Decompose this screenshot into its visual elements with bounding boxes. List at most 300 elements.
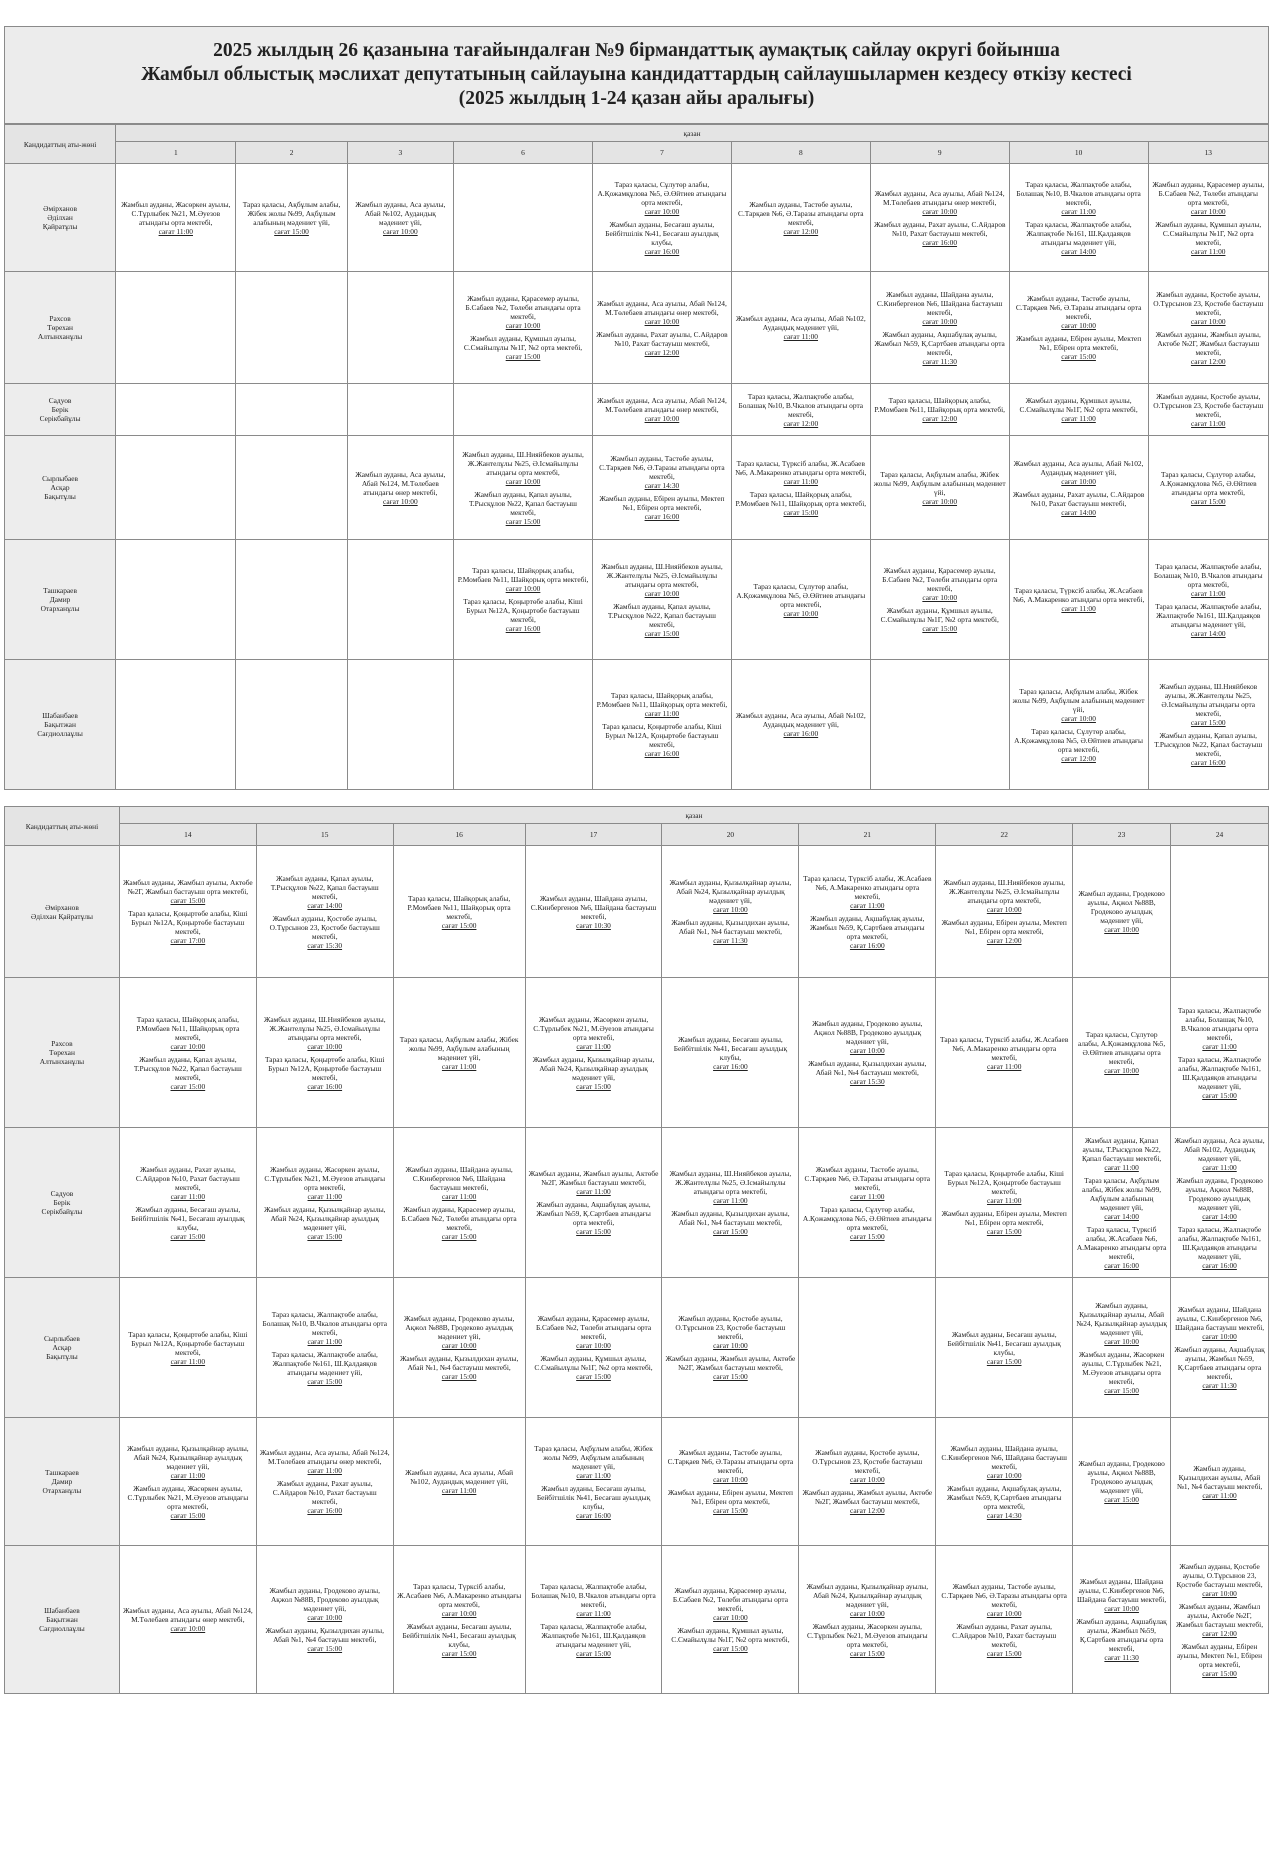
meeting-entry <box>529 1582 659 1618</box>
meeting-entry <box>123 1606 253 1633</box>
meeting-address: Тараз қаласы, Түрксіб алабы, Ж.Асабаев №6, А.Макаренко атындағы орта мектебі, <box>940 1034 1069 1062</box>
meeting-address: Тараз қаласы, Шайқорық алабы, Р.Момбаев №11, Шайқорық орта мектебі, <box>407 893 511 921</box>
meeting-address: Жамбыл ауданы, Аса ауылы, Абай №124, М.Төлебаев атындағы өнер мектебі, <box>355 469 446 497</box>
meeting-time: сағат 10:00 <box>441 1341 477 1350</box>
meeting-time: сағат 10:00 <box>1061 476 1096 486</box>
meeting-time: сағат 10:00 <box>713 905 748 914</box>
meeting-address: Жамбыл ауданы, Қостөбе ауылы, О.Тұрсынов 23, Қостөбе бастауыш мектебі, <box>812 1448 923 1475</box>
schedule-cell <box>870 384 1009 436</box>
meeting-address: Тараз қаласы, Шайқорық алабы, Р.Момбаев №11, Шайқорық орта мектебі, <box>735 489 867 508</box>
meeting-time: сағат 16:00 <box>849 940 885 950</box>
meeting-time: сағат 15:30 <box>849 1077 885 1086</box>
meeting-entry <box>123 1330 253 1366</box>
meeting-time: сағат 11:00 <box>307 1336 342 1346</box>
meeting-address: Тараз қаласы, Жалпақтөбе алабы, Жалпақтөбе №161, Ш.Қалдаяқов атындағы мәдениет үйі, <box>1025 219 1132 247</box>
table-row <box>5 384 1269 436</box>
meeting-address: Жамбыл ауданы, Қызылқайнар ауылы, Абай №24, Қызылқайнар ауылдық мәдениет үйі, <box>532 1054 655 1082</box>
meeting-entry <box>802 874 932 910</box>
meeting-time: сағат 10:00 <box>170 1624 206 1633</box>
meeting-time: сағат 14:30 <box>986 1510 1022 1520</box>
candidate-name <box>5 1546 120 1694</box>
meeting-time: сағат 10:00 <box>644 316 680 326</box>
meeting-address: Жамбыл ауданы, Шайдана ауылы, С.Кинбергенов №6, Шайдана бастауыш мектебі, <box>876 289 1003 317</box>
meeting-time: сағат 11:00 <box>1104 1162 1139 1172</box>
meeting-entry <box>529 894 659 930</box>
meeting-entry <box>351 470 450 506</box>
meeting-time: сағат 10:00 <box>576 1341 611 1350</box>
meeting-time: сағат 11:00 <box>307 1466 342 1475</box>
schedule-cell <box>116 272 236 384</box>
meeting-entry <box>529 1169 659 1196</box>
day-header: 23 <box>1073 824 1171 846</box>
schedule-cell <box>870 540 1009 660</box>
candidate-name-part: Әділхан Қайратұлы <box>30 911 93 921</box>
meeting-entry <box>874 189 1006 216</box>
meeting-address: Жамбыл ауданы, Ақшабұлақ ауылы, Жамбыл №59, Қ.Сартбаев атындағы орта мектебі, <box>1174 1345 1265 1381</box>
schedule-cell <box>236 384 347 436</box>
day-header: 1 <box>116 142 236 164</box>
schedule-cell <box>1171 1128 1269 1278</box>
candidate-name <box>5 660 116 790</box>
meeting-entry <box>939 878 1069 914</box>
meeting-time: сағат 14:30 <box>644 481 680 490</box>
schedule-cell <box>256 978 393 1128</box>
meeting-address: Тараз қаласы, Қоңыртөбе алабы, Кіші Бурыл №12А, Қоңыртөбе бастауыш мектебі, <box>128 1329 248 1357</box>
candidate-name-part: Төрехан <box>48 1048 75 1057</box>
meeting-entry <box>1013 727 1145 763</box>
meeting-address: Жамбыл ауданы, Жамбыл ауылы, Актөбе №2Г, Жамбыл бастауыш мектебі, <box>528 1169 659 1187</box>
meeting-time: сағат 15:00 <box>713 1372 748 1381</box>
candidate-name <box>5 436 116 540</box>
schedule-cell <box>1171 1546 1269 1694</box>
meeting-time: сағат 16:00 <box>1104 1260 1139 1270</box>
meeting-entry <box>1076 1225 1167 1270</box>
candidate-name-part: Шабанбаев <box>44 1606 80 1615</box>
meeting-time: сағат 10:00 <box>382 226 418 236</box>
meeting-time: сағат 15:00 <box>713 1506 748 1515</box>
meeting-entry <box>802 1488 932 1515</box>
candidate-name-part: Әмірханов <box>43 204 77 213</box>
meeting-entry <box>1013 459 1145 486</box>
meeting-time: сағат 15:30 <box>307 940 343 950</box>
candidate-name-part: Әділхан <box>47 213 73 222</box>
table-gap <box>4 790 1269 806</box>
meeting-time: сағат 10:00 <box>382 496 418 506</box>
schedule-cell <box>1148 272 1268 384</box>
meeting-address: Жамбыл ауданы, Аса ауылы, Абай №124, М.Төлебаев атындағы өнер мектебі, <box>874 188 1005 207</box>
meeting-time: сағат 14:00 <box>307 900 343 910</box>
meeting-time: сағат 10:00 <box>1104 1336 1139 1346</box>
meeting-entry <box>260 1448 390 1475</box>
meeting-entry <box>735 459 867 486</box>
meeting-address: Жамбыл ауданы, Құмшыл ауылы, С.Смайылұлы №1Г, №2 орта мектебі, <box>880 606 999 624</box>
meeting-address: Тараз қаласы, Қоңыртөбе алабы, Кіші Бурыл №12А, Қоңыртөбе бастауыш мектебі, <box>463 597 583 624</box>
meeting-entry <box>665 1314 795 1350</box>
meeting-entry <box>735 392 867 428</box>
meeting-time: сағат 11:00 <box>441 1486 477 1495</box>
meeting-time: сағат 11:00 <box>576 1041 611 1051</box>
schedule-cell <box>236 436 347 540</box>
meeting-time: сағат 11:00 <box>576 1187 611 1196</box>
meeting-entry <box>457 334 589 361</box>
meeting-entry <box>802 1059 932 1086</box>
meeting-address: Жамбыл ауданы, Қызылдихан ауылы, Абай №1, №4 бастауыш мектебі, <box>671 1209 790 1227</box>
meeting-address: Жамбыл ауданы, Рахат ауылы, С.Айдаров №10, Рахат бастауыш мектебі, <box>1012 489 1145 508</box>
schedule-cell <box>592 272 731 384</box>
schedule-cell <box>731 660 870 790</box>
schedule-cell <box>525 1128 662 1278</box>
meeting-time: сағат 11:00 <box>170 1470 206 1480</box>
candidate-name-part: Алтынханұлы <box>39 1057 85 1066</box>
meeting-address: Жамбыл ауданы, Гродеково ауылы, Ақжол №88В, Гродеково ауылдық мәдениет үйі, <box>1176 1175 1263 1212</box>
meeting-entry <box>802 1019 932 1055</box>
day-header: 16 <box>393 824 525 846</box>
meeting-entry <box>1174 1176 1265 1221</box>
meeting-entry <box>260 1165 390 1201</box>
meeting-entry <box>529 1055 659 1091</box>
schedule-cell <box>236 660 347 790</box>
meeting-address: Жамбыл ауданы, Аса ауылы, Абай №124, М.Төлебаев атындағы өнер мектебі, <box>122 1606 253 1624</box>
candidate-name-part: Сағдиоллаұлы <box>39 1624 85 1633</box>
meeting-entry <box>1152 602 1265 638</box>
meeting-address: Жамбыл ауданы, Гродеково ауылы, Ақжол №88В, Гродеково ауылдық мәдениет үйі, <box>1078 889 1165 925</box>
day-header: 10 <box>1009 142 1148 164</box>
candidate-name-part: Бақытжан <box>44 720 76 729</box>
candidate-name-part: Дамир <box>49 595 71 604</box>
schedule-cell <box>393 846 525 978</box>
schedule-cell <box>1171 1278 1269 1418</box>
meeting-entry <box>665 1488 795 1515</box>
schedule-cell <box>454 436 593 540</box>
meeting-entry <box>665 1035 795 1071</box>
table-row <box>5 436 1269 540</box>
meeting-entry <box>665 878 795 914</box>
meeting-time: сағат 15:00 <box>441 1648 477 1658</box>
schedule-cell <box>393 1418 525 1546</box>
meeting-time: сағат 11:30 <box>713 936 748 945</box>
meeting-address: Жамбыл ауданы, Қызылқайнар ауылы, Абай №24, Қызылқайнар ауылдық мәдениет үйі, <box>806 1581 929 1609</box>
meeting-time: сағат 10:00 <box>922 316 958 326</box>
meeting-address: Жамбыл ауданы, Қарасемер ауылы, Б.Сабаев №2, Төлеби атындағы орта мектебі, <box>882 566 998 593</box>
meeting-time: сағат 10:00 <box>849 1046 885 1055</box>
meeting-entry <box>1013 180 1145 216</box>
meeting-time: сағат 12:00 <box>1202 1628 1237 1638</box>
title-line-2: Жамбыл облыстық мәслихат депутатының сайлауына кандидаттардың сайлаушылармен кездесу өткізу кестесі <box>141 64 1132 85</box>
schedule-cell <box>1148 436 1268 540</box>
meeting-address: Тараз қаласы, Қоңыртөбе алабы, Кіші Бурыл №12А, Қоңыртөбе бастауыш мектебі, <box>602 722 722 749</box>
schedule-cell <box>116 660 236 790</box>
meeting-time: сағат 11:30 <box>1202 1381 1237 1390</box>
schedule-sheet <box>4 26 1269 1694</box>
meeting-address: Тараз қаласы, Жалпақтөбе алабы, Болашақ №10, В.Чкалов атындағы орта мектебі, <box>531 1581 656 1609</box>
schedule-cell <box>1148 384 1268 436</box>
meeting-entry <box>1174 1464 1265 1500</box>
meeting-entry <box>665 1209 795 1236</box>
schedule-cell <box>393 1278 525 1418</box>
meeting-entry <box>260 1055 390 1091</box>
meeting-address: Тараз қаласы, Сұлутөр алабы, А.Қожамқұлова №5, Ә.Өйтиев атындағы орта мектебі, <box>597 179 727 207</box>
meeting-address: Тараз қаласы, Жалпақтөбе алабы, Жалпақтөбе №161, Ш.Қалдаяқов атындағы мәдениет үйі, <box>1155 601 1262 629</box>
meeting-entry <box>123 909 253 945</box>
meeting-address: Тараз қаласы, Түрксіб алабы, Ж.Асабаев №6, А.Макаренко атындағы орта мектебі, <box>397 1581 522 1609</box>
schedule-cell <box>731 164 870 272</box>
title-line-1: 2025 жылдың 26 қазанына тағайындалған №9 бірмандаттық аумақтық сайлау округі бойынша <box>213 40 1060 61</box>
schedule-cell <box>236 540 347 660</box>
meeting-address: Жамбыл ауданы, Шайдана ауылы, С.Кинбергенов №6, Шайдана бастауыш мектебі, <box>530 893 657 921</box>
schedule-cell <box>1009 540 1148 660</box>
meeting-entry <box>596 396 728 423</box>
meeting-address: Жамбыл ауданы, Гродеково ауылы, Ақжол №88В, Гродеково ауылдық мәдениет үйі, <box>269 1586 380 1613</box>
schedule-cell <box>870 164 1009 272</box>
meeting-address: Жамбыл ауданы, Гродеково ауылы, Ақжол №88В, Гродеково ауылдық мәдениет үйі, <box>403 1314 515 1341</box>
schedule-cell <box>525 1278 662 1418</box>
candidate-name <box>5 272 116 384</box>
meeting-address: Жамбыл ауданы, Қызылқайнар ауылы, Абай №24, Қызылқайнар ауылдық мәдениет үйі, <box>127 1443 249 1471</box>
meeting-time: сағат 10:00 <box>986 905 1022 914</box>
meeting-entry <box>596 330 728 357</box>
schedule-cell <box>393 978 525 1128</box>
meeting-time: сағат 11:00 <box>576 1608 611 1618</box>
schedule-cell <box>1171 1418 1269 1546</box>
meeting-address: Жамбыл ауданы, Қостөбе ауылы, О.Тұрсынов 23, Қостөбе бастауыш мектебі, <box>269 913 380 941</box>
document-title <box>4 26 1269 124</box>
meeting-entry <box>939 1444 1069 1480</box>
meeting-time: сағат 10:00 <box>1061 321 1096 330</box>
meeting-time: сағат 16:00 <box>922 237 958 247</box>
meeting-time: сағат 10:00 <box>644 206 680 216</box>
schedule-cell <box>256 1418 393 1546</box>
meeting-entry <box>1174 1345 1265 1390</box>
meeting-time: сағат 12:00 <box>644 347 680 357</box>
schedule-cell <box>1073 1278 1171 1418</box>
meeting-address: Жамбыл ауданы, Шайдана ауылы, С.Кинбергенов №6, Шайдана бастауыш мектебі, <box>1077 1577 1167 1604</box>
schedule-cell <box>525 846 662 978</box>
meeting-entry <box>397 1314 522 1350</box>
meeting-address: Жамбыл ауданы, Ш.Нияйбеков ауылы, Ж.Жантелұлы №25, Ә.Ісмайылұлы атындағы орта мектебі, <box>263 1014 386 1042</box>
meeting-address: Жамбыл ауданы, Тастөбе ауылы, С.Тарқаев №6, Ә.Таразы атындағы орта мектебі, <box>599 454 725 481</box>
meeting-entry <box>802 1165 932 1201</box>
table-row <box>5 1418 1269 1546</box>
meeting-time: сағат 11:00 <box>441 1061 477 1071</box>
meeting-address: Жамбыл ауданы, Жамбыл ауылы, Актөбе №2Г, Жамбыл бастауыш мектебі, <box>665 1354 796 1372</box>
schedule-cell <box>662 846 799 978</box>
meeting-address: Тараз қаласы, Жалпақтөбе алабы, Болашақ №10, В.Чкалов атындағы орта мектебі, <box>1177 1005 1262 1042</box>
day-header: 3 <box>347 142 453 164</box>
schedule-cell <box>1009 164 1148 272</box>
meeting-entry <box>939 1209 1069 1236</box>
meeting-entry <box>596 299 728 326</box>
meeting-address: Тараз қаласы, Қоңыртөбе алабы, Кіші Бурыл №12А, Қоңыртөбе бастауыш мектебі, <box>264 1054 385 1082</box>
meeting-time: сағат 11:00 <box>1061 206 1096 216</box>
meeting-time: сағат 11:00 <box>850 1191 885 1201</box>
meeting-time: сағат 10:00 <box>307 1041 343 1051</box>
meeting-address: Жамбыл ауданы, Гродеково ауылы, Ақжол №88В, Гродеково ауылдық мәдениет үйі, <box>812 1019 923 1046</box>
meeting-entry <box>1076 1136 1167 1172</box>
meeting-time: сағат 15:00 <box>1104 1495 1139 1504</box>
meeting-entry <box>596 722 728 758</box>
meeting-time: сағат 10:00 <box>783 608 819 618</box>
meeting-entry <box>397 1165 522 1201</box>
schedule-cell <box>454 164 593 272</box>
meeting-entry <box>874 396 1006 423</box>
meeting-address: Жамбыл ауданы, Бесағаш ауылы, Бейбітшілік №41, Бесағаш ауылдық клубы, <box>673 1034 788 1062</box>
meeting-address: Жамбыл ауданы, Жамбыл ауылы, Актөбе №2Г, Жамбыл бастауыш орта мектебі, <box>122 878 253 896</box>
meeting-entry <box>1152 290 1265 326</box>
schedule-cell <box>1073 978 1171 1128</box>
meeting-entry <box>457 490 589 526</box>
meeting-address: Жамбыл ауданы, Құмшыл ауылы, С.Смайылұлы №1Г, №2 орта мектебі, <box>534 1354 653 1372</box>
meeting-time: сағат 10:00 <box>1104 925 1139 934</box>
meeting-address: Жамбыл ауданы, Аса ауылы, Абай №102, Аудандық мәдениет үйі, <box>735 314 866 332</box>
meeting-address: Тараз қаласы, Жалпақтөбе алабы, Жалпақтөбе №161, Ш.Қалдаяқов атындағы мәдениет үйі, <box>1177 1054 1262 1091</box>
meeting-address: Тараз қаласы, Шайқорық алабы, Р.Момбаев №11, Шайқорық орта мектебі, <box>596 691 728 709</box>
meeting-address: Тараз қаласы, Сұлутөр алабы, А.Қожамқұлова №5, Ә.Өйтиев атындағы орта мектебі, <box>1159 469 1257 497</box>
schedule-cell <box>799 978 936 1128</box>
meeting-time: сағат 14:00 <box>1190 628 1226 638</box>
meeting-time: сағат 14:00 <box>1202 1211 1237 1221</box>
meeting-time: сағат 15:00 <box>986 1356 1022 1366</box>
meeting-time: сағат 11:00 <box>1191 588 1226 598</box>
meeting-time: сағат 15:00 <box>922 624 958 633</box>
meeting-entry <box>939 1484 1069 1520</box>
meeting-time: сағат 15:00 <box>505 516 541 526</box>
schedule-cell <box>347 540 453 660</box>
meeting-entry <box>939 1622 1069 1658</box>
meeting-address: Жамбыл ауданы, Тастөбе ауылы, С.Тарқаев №6, Ә.Таразы атындағы орта мектебі, <box>1015 294 1142 321</box>
meeting-address: Жамбыл ауданы, Тастөбе ауылы, С.Тарқаев №6, Ә.Таразы атындағы орта мектебі, <box>941 1581 1067 1609</box>
meeting-address: Жамбыл ауданы, Қапал ауылы, Т.Рысқұлов №22, Қапал бастауыш мектебі, <box>270 873 379 901</box>
schedule-cell <box>870 436 1009 540</box>
meeting-address: Жамбыл ауданы, Жамбыл ауылы, Актөбе №2Г, Жамбыл бастауыш мектебі, <box>1155 329 1261 357</box>
meeting-address: Тараз қаласы, Ақбұлым алабы, Жібек жолы №99, Ақбұлым алабының мәдениет үйі, <box>1082 1175 1162 1212</box>
candidate-name-part: Берік <box>53 1198 71 1207</box>
meeting-time: сағат 15:00 <box>1202 1668 1237 1678</box>
meeting-time: сағат 12:00 <box>1061 753 1096 763</box>
meeting-address: Жамбыл ауданы, Аса ауылы, Абай №102, Аудандық мәдениет үйі, <box>1013 458 1144 477</box>
meeting-address: Жамбыл ауданы, Қарасемер ауылы, Б.Сабаев №2, Төлеби атындағы орта мектебі, <box>672 1586 788 1613</box>
meeting-entry <box>1013 220 1145 256</box>
table-row <box>5 164 1269 272</box>
meeting-entry <box>1076 1459 1167 1504</box>
meeting-time: сағат 15:00 <box>713 1644 748 1653</box>
meeting-entry <box>529 1484 659 1520</box>
meeting-entry <box>939 1169 1069 1205</box>
meeting-address: Тараз қаласы, Жалпақтөбе алабы, Болашақ №10, В.Чкалов атындағы орта мектебі, <box>738 391 864 419</box>
schedule-cell <box>1148 164 1268 272</box>
schedule-cell <box>662 1418 799 1546</box>
table-row <box>5 1546 1269 1694</box>
meeting-time: сағат 16:00 <box>644 246 680 256</box>
day-header: 2 <box>236 142 347 164</box>
meeting-time: сағат 15:00 <box>986 1648 1022 1658</box>
meeting-time: сағат 10:00 <box>1061 713 1096 723</box>
candidate-name-part: Төрехан <box>47 323 74 332</box>
meeting-time: сағат 15:00 <box>1104 1385 1139 1395</box>
meeting-address: Тараз қаласы, Түрксіб алабы, Ж.Асабаев №6, А.Макаренко атындағы орта мектебі, <box>735 458 867 477</box>
meeting-time: сағат 16:00 <box>1202 1260 1237 1270</box>
meeting-time: сағат 17:00 <box>170 936 206 945</box>
meeting-time: сағат 10:00 <box>441 1608 477 1618</box>
meeting-time: сағат 10:00 <box>849 1475 885 1484</box>
meeting-address: Жамбыл ауданы, Қызылдихан ауылы, Абай №1, №4 бастауыш мектебі, <box>265 1626 384 1644</box>
meeting-time: сағат 15:00 <box>441 920 477 930</box>
meeting-address: Тараз қаласы, Ақбұлым алабы, Жібек жолы №99, Ақбұлым алабының мәдениет үйі, <box>534 1443 653 1471</box>
candidate-name-part: Рахсов <box>51 1039 73 1048</box>
candidate-name-part: Алтынханұлы <box>37 332 83 341</box>
candidate-name-part: Серікбайұлы <box>39 414 81 423</box>
meeting-entry <box>939 1330 1069 1366</box>
table-row <box>5 978 1269 1128</box>
meeting-address: Жамбыл ауданы, Ебірен ауылы, Мектеп №1, Ебірен орта мектебі, <box>667 1488 793 1506</box>
meeting-address: Жамбыл ауданы, Жамбыл ауылы, Актөбе №2Г, Жамбыл бастауыш мектебі, <box>802 1488 933 1506</box>
meeting-entry <box>1076 1176 1167 1221</box>
meeting-address: Жамбыл ауданы, Қызылқайнар ауылы, Абай №24, Қызылқайнар ауылдық мәдениет үйі, <box>263 1204 386 1232</box>
meeting-time: сағат 10:00 <box>713 1475 748 1484</box>
meeting-entry <box>596 454 728 490</box>
meeting-time: сағат 15:00 <box>576 1648 611 1658</box>
meeting-time: сағат 15:00 <box>576 1081 611 1091</box>
meeting-entry <box>1076 1350 1167 1395</box>
candidate-name-header: Кандидаттың аты-жөні <box>5 807 120 846</box>
meeting-entry <box>397 1582 522 1618</box>
day-header: 24 <box>1171 824 1269 846</box>
meeting-address: Жамбыл ауданы, Қарасемер ауылы, Б.Сабаев №2, Төлеби атындағы орта мектебі, <box>401 1204 517 1232</box>
schedule-cell <box>799 1128 936 1278</box>
meeting-address: Жамбыл ауданы, Қызылдихан ауылы, Абай №1, №4 бастауыш мектебі, <box>808 1059 927 1077</box>
meeting-time: сағат 12:00 <box>783 418 819 428</box>
meeting-entry <box>874 220 1006 247</box>
schedule-cell <box>1009 436 1148 540</box>
schedule-cell <box>731 272 870 384</box>
candidate-name-part: Асқар <box>50 483 70 492</box>
meeting-time: сағат 15:00 <box>170 896 206 905</box>
candidate-name-part: Әмірханов <box>45 902 79 912</box>
meeting-time: сағат 10:00 <box>713 1341 748 1350</box>
meeting-entry <box>123 1055 253 1091</box>
meeting-address: Тараз қаласы, Қоңыртөбе алабы, Кіші Бурыл №12А, Қоңыртөбе бастауыш мектебі, <box>128 909 248 936</box>
meeting-address: Жамбыл ауданы, Қапал ауылы, Т.Рысқұлов №22, Қапал бастауыш мектебі, <box>1154 731 1263 758</box>
meeting-entry <box>802 1205 932 1241</box>
schedule-cell <box>936 978 1073 1128</box>
schedule-cell <box>662 1278 799 1418</box>
candidate-name <box>5 164 116 272</box>
meeting-time: сағат 15:00 <box>1190 718 1226 727</box>
meeting-entry <box>397 1035 522 1071</box>
meeting-entry <box>1174 1562 1265 1598</box>
day-header: 6 <box>454 142 593 164</box>
meeting-address: Жамбыл ауданы, Қарасемер ауылы, Б.Сабаев №2, Төлеби атындағы орта мектебі, <box>535 1314 652 1341</box>
meeting-entry <box>260 914 390 950</box>
table-row <box>5 660 1269 790</box>
schedule-cell <box>662 978 799 1128</box>
meeting-entry <box>596 494 728 521</box>
meeting-address: Жамбыл ауданы, Ш.Нияйбеков ауылы, Ж.Жантелұлы №25, Ә.Ісмайылұлы атындағы орта мектебі, <box>943 878 1066 905</box>
meeting-time: сағат 12:00 <box>922 414 958 423</box>
schedule-cell <box>731 540 870 660</box>
meeting-entry <box>802 1622 932 1658</box>
meeting-address: Жамбыл ауданы, Ақшабұлақ ауылы, Жамбыл №59, Қ.Сартбаев атындағы орта мектебі, <box>536 1200 651 1227</box>
meeting-time: сағат 11:00 <box>1202 1490 1237 1500</box>
schedule-cell <box>116 540 236 660</box>
meeting-time: сағат 11:00 <box>783 476 819 486</box>
schedule-cell <box>393 1546 525 1694</box>
day-header: 20 <box>662 824 799 846</box>
meeting-time: сағат 15:00 <box>1202 1090 1237 1100</box>
schedule-cell <box>393 1128 525 1278</box>
meeting-entry <box>397 1354 522 1381</box>
candidate-name <box>5 384 116 436</box>
meeting-entry <box>529 1015 659 1051</box>
